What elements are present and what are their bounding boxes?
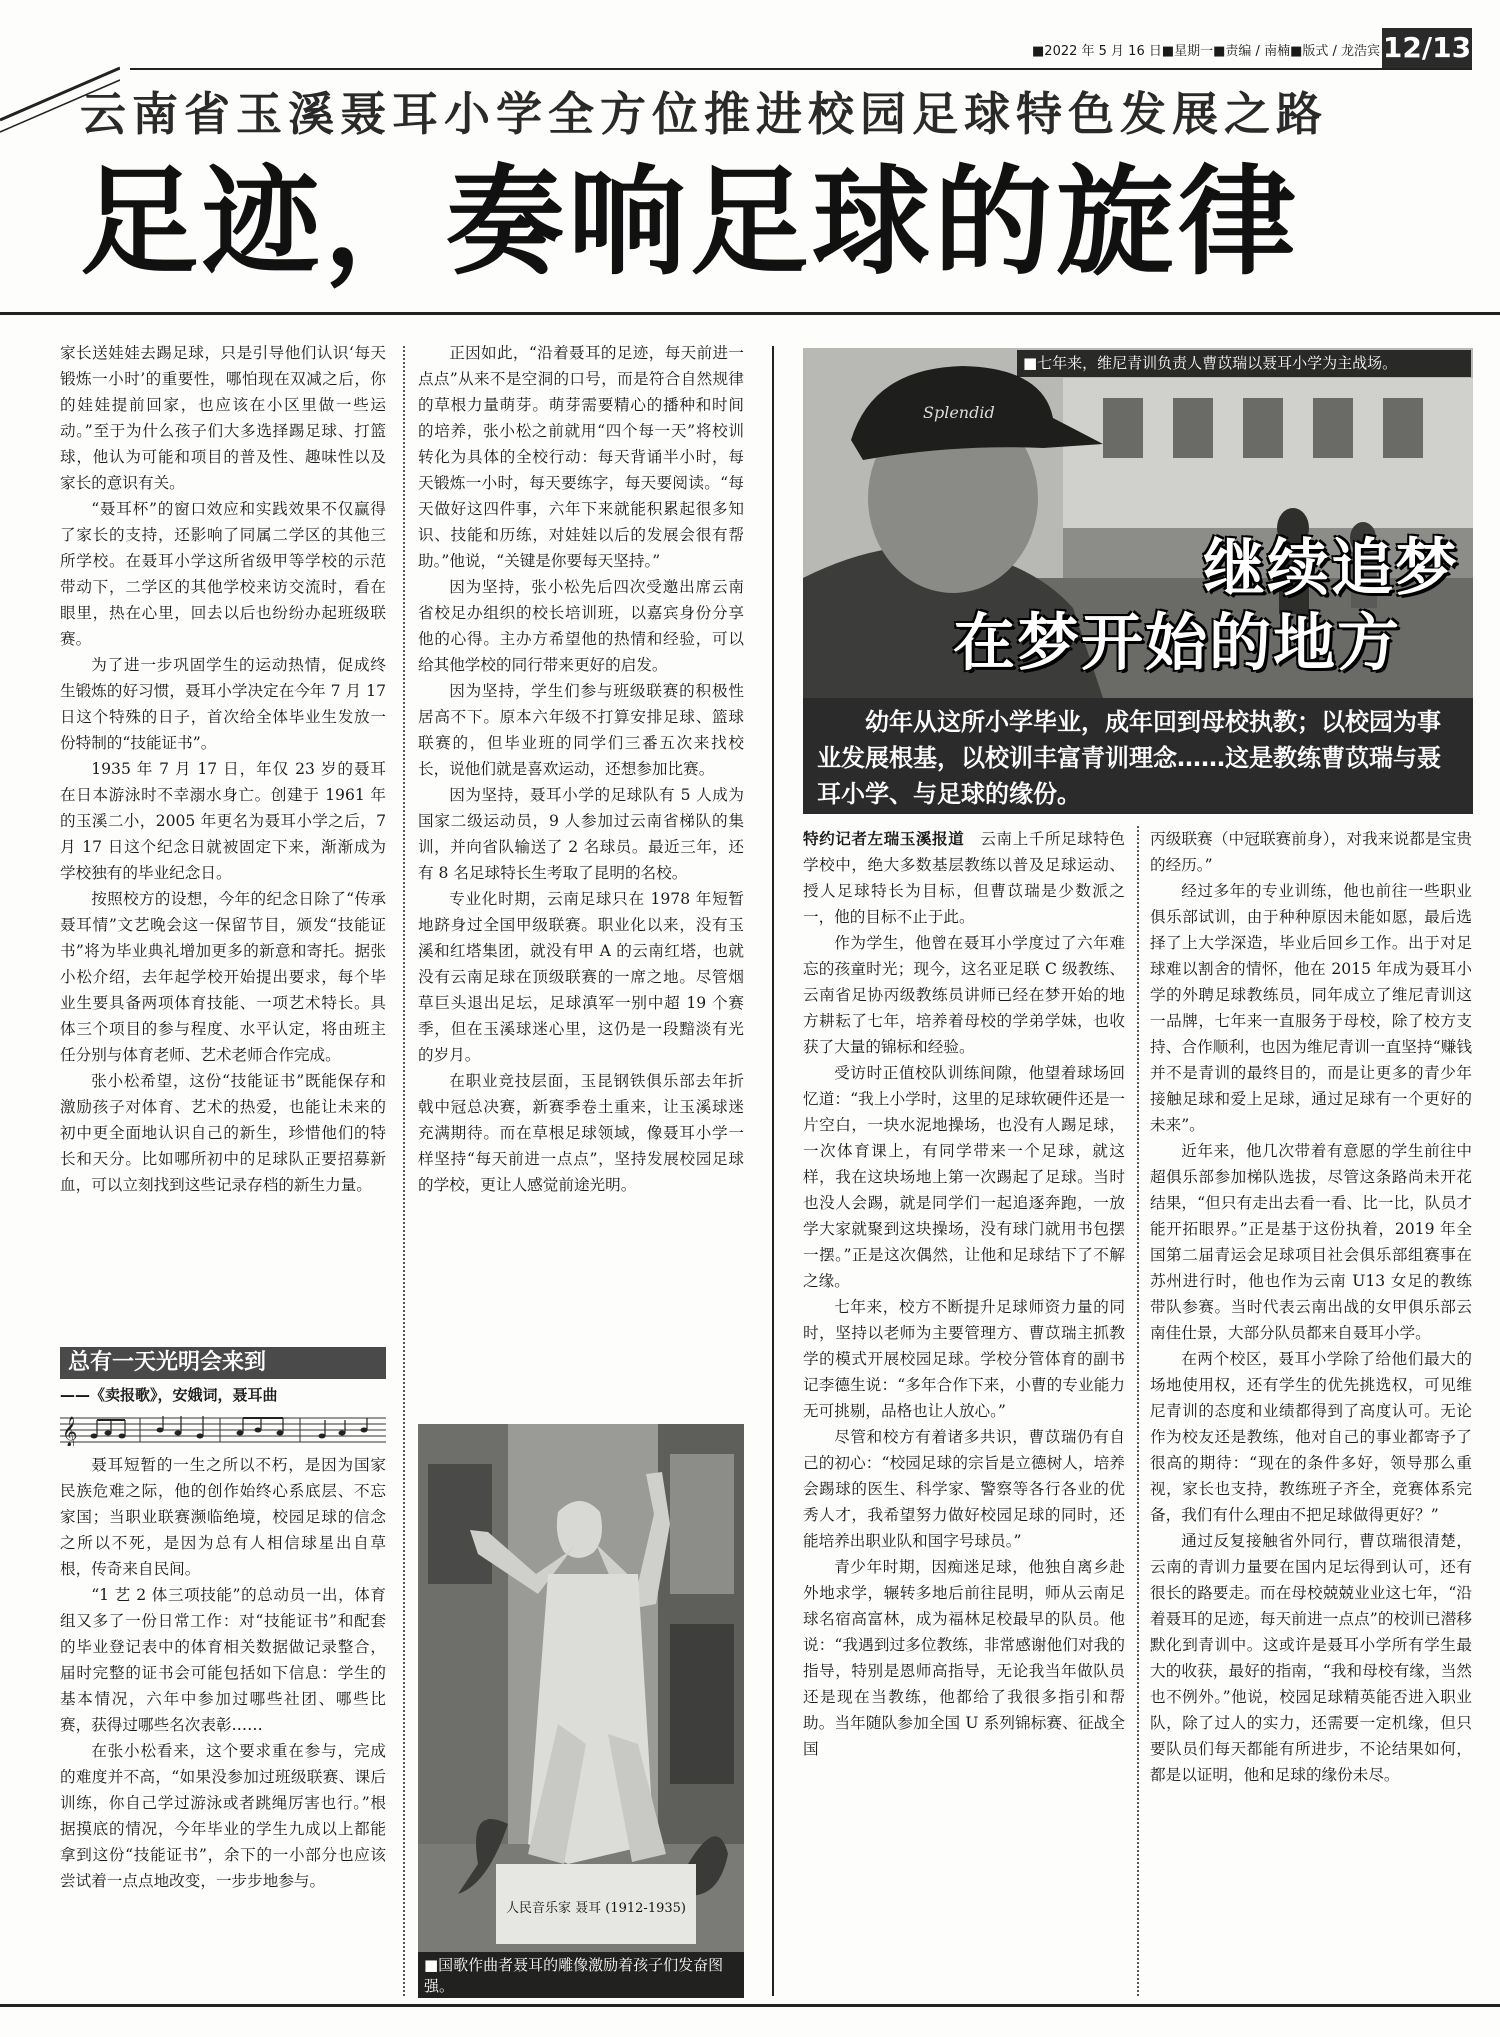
- byline: 特约记者左瑞玉溪报道: [803, 829, 965, 848]
- music-staff-icon: [60, 1412, 386, 1446]
- article-lead: 幼年从这所小学毕业，成年回到母校执教；以校园为事业发展根基，以校训丰富青训理念……这是教练曹苡瑞与聂耳小学、与足球的缘份。: [803, 698, 1473, 814]
- article-subtitle: 云南省玉溪聂耳小学全方位推进校园足球特色发展之路: [80, 87, 1328, 141]
- article-title: 足迹，奏响足球的旋律: [80, 152, 1301, 291]
- header-divider: [130, 68, 1472, 70]
- paragraph: 尽管和校方有着诸多共识，曹苡瑞仍有自己的初心：“校园足球的宗旨是立德树人，培养会踢球的医生、科学家、警察等各行各业的优秀人才，我希望努力做好校园足球的同时，还能培养出职业队和国字号球员。”: [803, 1428, 1125, 1550]
- paragraph: 受访时正值校队训练间隙，他望着球场回忆道：“我上小学时，这里的足球软硬件还是一片空白，一块水泥地操场，也没有人踢足球，一次体育课上，有同学带来一个足球，就这样，我在这块场地上第一次踢起了足球。当时也没人会踢，就是同学们一起追逐奔跑，一放学大家就聚到这块操场，没有球门就用书包摆一摆。”正是这次偶然，让他和足球结下了不解之缘。: [803, 1064, 1125, 1290]
- paragraph: 通过反复接触省外同行，曹苡瑞很清楚，云南的青训力量要在国内足坛得到认可，还有很长的路要走。而在母校兢兢业业这七年，“沿着聂耳的足迹，每天前进一点点”的校训已潜移默化到青训中。这或许是聂耳小学所有学生最大的收获，最好的指南，“我和母校有缘，当然也不例外。”他说，校园足球精英能否进入职业队，除了过人的实力，还需要一定机缘，但只要队员们每天都能有所进步，不论结果如何，都是以证明，他和足球的缘份未尽。: [1150, 1532, 1472, 1784]
- statue-photo: [418, 1424, 744, 1998]
- title-rule: [0, 312, 1500, 315]
- paragraph: “聂耳杯”的窗口效应和实践效果不仅赢得了家长的支持，还影响了同属二学区的其他三所学校。在聂耳小学这所省级甲等学校的示范带动下，二学区的其他学校来访交流时，看在眼里，热在心里，回去以后也纷纷办起班级联赛。: [60, 500, 386, 648]
- photo-caption: ■七年来，维尼青训负责人曹苡瑞以聂耳小学为主战场。: [1017, 350, 1471, 377]
- article-separator: [772, 346, 774, 1996]
- paragraph: 张小松希望，这份“技能证书”既能保存和激励孩子对体育、艺术的热爱，也能让未来的初中更全面地认识自己的新生，珍惜他们的特长和天分。比如哪所初中的足球队正要招募新血，可以立刻找到这些记录存档的新生力量。: [60, 1072, 386, 1194]
- section-subheading: ——《卖报歌》，安娥词，聂耳曲: [60, 1386, 278, 1404]
- column-4: [1150, 826, 1472, 2001]
- paragraph: 为了进一步巩固学生的运动热情，促成终生锻炼的好习惯，聂耳小学决定在今年 7 月 17 日这个特殊的日子，首次给全体毕业生发放一份特制的“技能证书”。: [60, 656, 386, 752]
- column-2: [418, 340, 744, 1420]
- paragraph-text: 云南上千所足球特色学校中，绝大多数基层教练以普及足球运动、授人足球特长为目标，但曹苡瑞是少数派之一，他的目标不止于此。: [803, 830, 1125, 926]
- column-separator: [1137, 826, 1139, 1996]
- paragraph: 在两个校区，聂耳小学除了给他们最大的场地使用权，还有学生的优先挑选权，可见维尼青训的态度和业绩都得到了高度认可。无论作为校友还是教练，他对自己的事业都寄予了很高的期待：“现在的条件多好，领导那么重视，家长也支持，教练班子齐全，竞赛体系完备，我们有什么理由不把足球做得更好？”: [1150, 1350, 1472, 1524]
- paragraph: “1 艺 2 体三项技能”的总动员一出，体育组又多了一份日常工作：对“技能证书”和配套的毕业登记表中的体育相关数据做记录整合，届时完整的证书会可能包括如下信息：学生的基本情况，六年中参加过哪些社团、哪些比赛，获得过哪些名次表彰……: [60, 1586, 386, 1734]
- overlay-headline-2: 在梦开始的地方: [953, 606, 1402, 679]
- paragraph: 作为学生，他曾在聂耳小学度过了六年难忘的孩童时光；现今，这名亚足联 C 级教练、云南省足协丙级教练员讲师已经在梦开始的地方耕耘了七年，培养着母校的学弟学妹，也收获了大量的锦标和经验。: [803, 934, 1125, 1056]
- paragraph: 近年来，他几次带着有意愿的学生前往中超俱乐部参加梯队选拔，尽管这条路尚未开花结果，“但只有走出去看一看、比一比，队员才能开拓眼界。”正是基于这份执着，2019 年全国第二届青运会足球项目社会俱乐部组赛事在苏州进行时，他也作为云南 U13 女足的教练带队参赛。当时代表云南出战的女甲俱乐部云南佳仕景，大部分队员都来自聂耳小学。: [1150, 1142, 1472, 1342]
- paragraph: 聂耳短暂的一生之所以不朽，是因为国家民族危难之际，他的创作始终心系底层、不忘家国；当职业联赛濒临绝境，校园足球的信念之所以不死，是因为总有人相信球星出自草根，传奇来自民间。: [60, 1456, 386, 1578]
- paragraph: 丙级联赛（中冠联赛前身），对我来说都是宝贵的经历。”: [1150, 830, 1472, 874]
- column-1-continued: [60, 1452, 386, 2002]
- paragraph: 在职业竞技层面，玉昆钢铁俱乐部去年折戟中冠总决赛，新赛季卷土重来，让玉溪球迷充满期待。而在草根足球领域，像聂耳小学一样坚持“每天前进一点点”，坚持发展校园足球的学校，更让人感觉前途光明。: [418, 1072, 744, 1194]
- paragraph: 因为坚持，张小松先后四次受邀出席云南省校足办组织的校长培训班，以嘉宾身份分享他的心得。主办方希望他的热情和经验，可以给其他学校的同行带来更好的启发。: [418, 578, 744, 674]
- paragraph: 因为坚持，聂耳小学的足球队有 5 人成为国家二级运动员，9 人参加过云南省梯队的集训，并向省队输送了 2 名球员。最近三年，还有 8 名足球特长生考取了昆明的名校。: [418, 786, 744, 882]
- paragraph: 1935 年 7 月 17 日，年仅 23 岁的聂耳在日本游泳时不幸溺水身亡。创建于 1961 年的玉溪二小，2005 年更名为聂耳小学之后，7 月 17 日这个纪念日就被固定下来，渐渐成为学校独有的毕业纪念日。: [60, 760, 386, 882]
- paragraph: 七年来，校方不断提升足球师资力量的同时，坚持以老师为主要管理方、曹苡瑞主抓教学的模式开展校园足球。学校分管体育的副书记李德生说：“多年合作下来，小曹的专业能力无可挑剔，品格也让人放心。”: [803, 1298, 1125, 1420]
- overlay-headline-1: 继续追梦: [1203, 531, 1460, 604]
- column-3: [803, 826, 1125, 2001]
- footer-rule: [0, 2004, 1500, 2007]
- column-1: [60, 340, 386, 1338]
- paragraph: 经过多年的专业训练，他也前往一些职业俱乐部试训，由于种种原因未能如愿，最后选择了上大学深造，毕业后回乡工作。出于对足球难以割舍的情怀，他在 2015 年成为聂耳小学的外聘足球教练员，同年成立了维尼青训这一品牌，七年来一直服务于母校，除了校方支持、合作顺利，也因为维尼青训一直坚持“赚钱并不是青训的最终目的，而是让更多的青少年接触足球和爱上足球，通过足球有一个更好的未来”。: [1150, 882, 1472, 1134]
- paragraph: 因为坚持，学生们参与班级联赛的积极性居高不下。原本六年级不打算安排足球、篮球联赛的，但毕业班的同学们三番五次来找校长，说他们就是喜欢运动，还想参加比赛。: [418, 682, 744, 778]
- coach-photo: [803, 348, 1473, 698]
- statue-plaque: 人民音乐家 聂耳 (1912-1935): [506, 1901, 686, 1916]
- paragraph: 青少年时期，因痴迷足球，他独自离乡赴外地求学，辗转多地后前往昆明，师从云南足球名宿高富林，成为福林足校最早的队员。他说：“我遇到过多位教练，非常感谢他们对我的指导，特别是恩师高指导，无论我当年做队员还是现在当教练，他都给了我很多指引和帮助。当年随队参加全国 U 系列锦标赛、征战全国: [803, 1558, 1125, 1758]
- paragraph: 按照校方的设想，今年的纪念日除了“传承聂耳情”文艺晚会这一保留节目，颁发“技能证书”将为毕业典礼增加更多的新意和寄托。据张小松介绍，去年起学校开始提出要求，每个毕业生要具备两项体育技能、一项艺术特长。具体三个项目的参与程度、水平认定，将由班主任分别与体育老师、艺术老师合作完成。: [60, 890, 386, 1064]
- svg-text:𝄞: 𝄞: [62, 1417, 78, 1446]
- issue-meta: ■2022 年 5 月 16 日■星期一■责编 / 南楠■版式 / 龙浩宾: [1032, 44, 1380, 59]
- cap-logo: Splendid: [923, 403, 995, 422]
- photo-caption: ■国歌作曲者聂耳的雕像激励着孩子们发奋图强。: [418, 1952, 744, 1998]
- page-number: 12/13: [1382, 28, 1472, 68]
- paragraph: 正因如此，“沿着聂耳的足迹，每天前进一点点”从来不是空洞的口号，而是符合自然规律的草根力量萌芽。萌芽需要精心的播种和时间的培养，张小松之前就用“四个每一天”将校训转化为具体的全校行动：每天背诵半小时，每天锻炼一小时，每天要练字，每天要阅读。“每天做好这四件事，六年下来就能积累起很多知识、技能和历练，对娃娃以后的发展会很有帮助。”他说，“关键是你要每天坚持。”: [418, 344, 744, 570]
- paragraph: 在张小松看来，这个要求重在参与，完成的难度并不高，“如果没参加过班级联赛、课后训练，你自己学过游泳或者跳绳厉害也行。”根据摸底的情况，今年毕业的学生九成以上都能拿到这份“技能证书”，余下的一小部分也应该尝试着一点点地改变，一步步地参与。: [60, 1742, 386, 1890]
- paragraph: [803, 826, 1125, 930]
- statue-illustration: [418, 1424, 744, 1998]
- paragraph: 家长送娃娃去踢足球，只是引导他们认识‘每天锻炼一小时’的重要性，哪怕现在双减之后，你的娃娃提前回家，也应该在小区里做一些运动。”至于为什么孩子们大多选择踢足球、打篮球，他认为可能和项目的普及性、趣味性以及家长的意识有关。: [60, 344, 386, 492]
- paragraph: 专业化时期，云南足球只在 1978 年短暂地跻身过全国甲级联赛。职业化以来，没有玉溪和红塔集团，就没有甲 A 的云南红塔，也就没有云南足球在顶级联赛的一席之地。尽管烟草巨头退出足坛，足球滇军一别中超 19 个赛季，但在玉溪球迷心里，这仍是一段黯淡有光的岁月。: [418, 890, 744, 1064]
- section-heading: 总有一天光明会来到: [60, 1347, 386, 1379]
- column-separator: [403, 346, 405, 1996]
